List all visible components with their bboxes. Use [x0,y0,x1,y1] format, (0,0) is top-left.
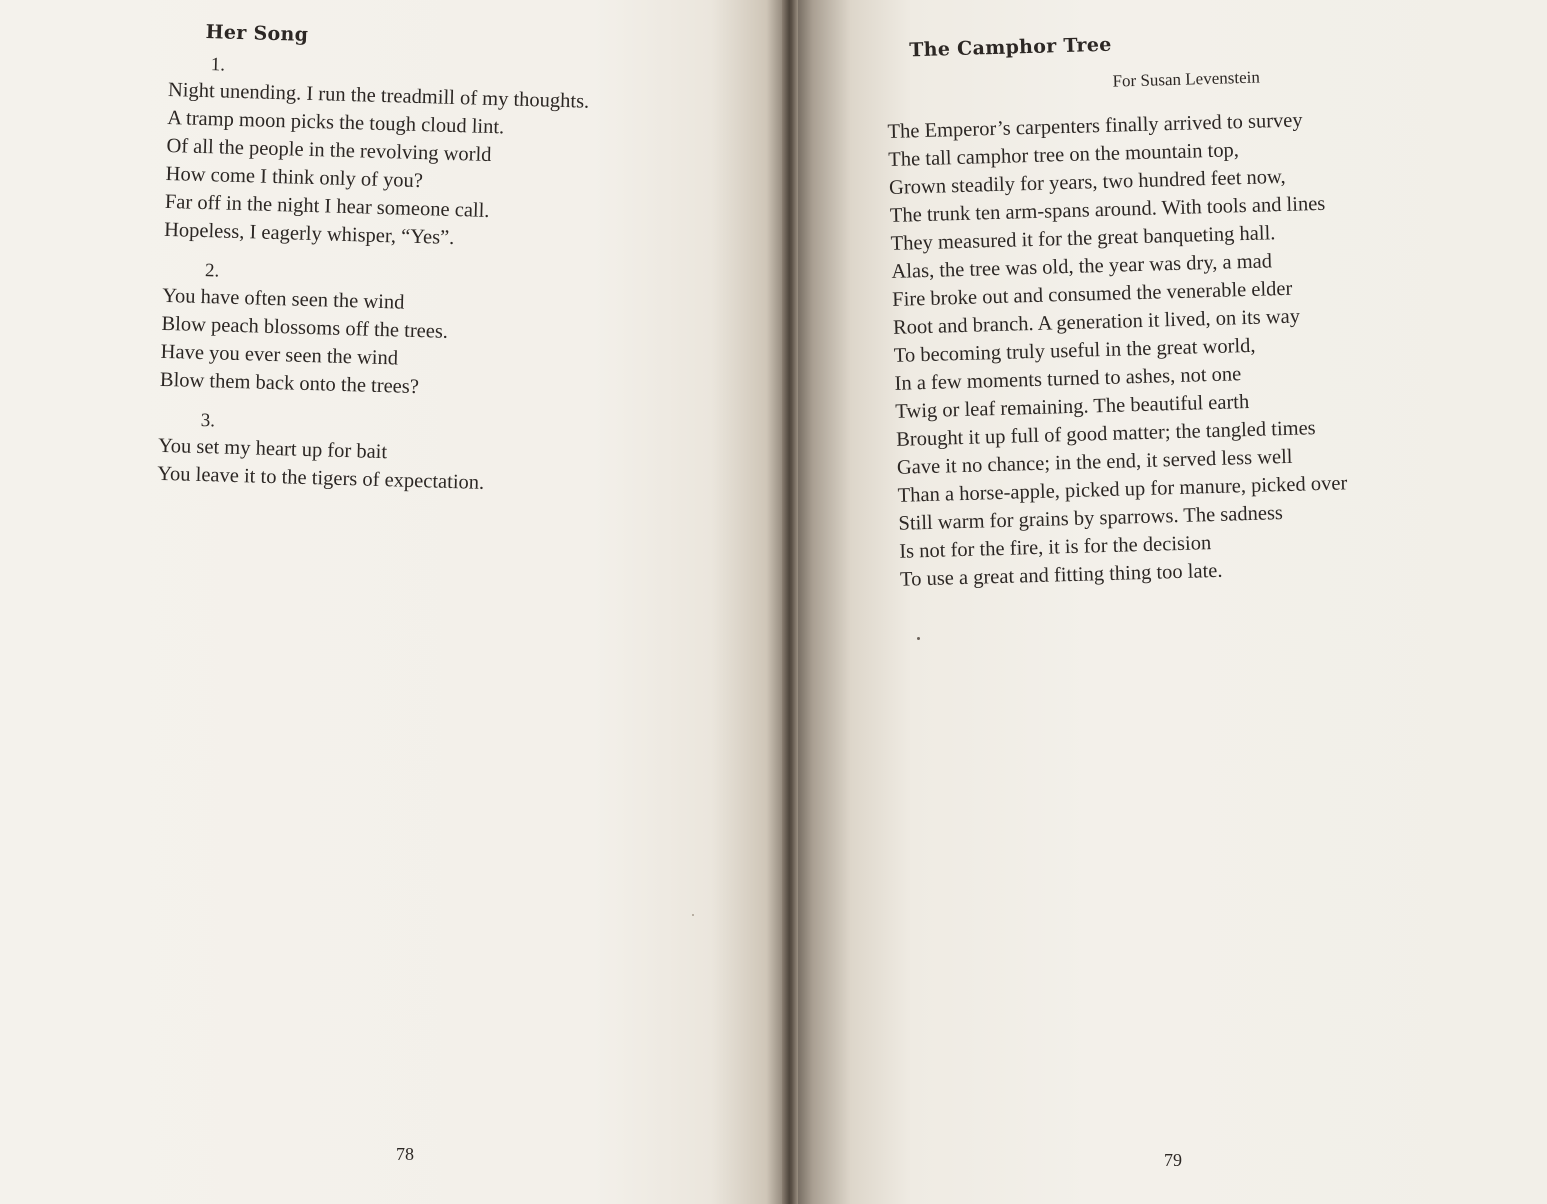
poem-line: How come I think only of you? [165,162,424,193]
poem-her-song [157,20,730,503]
poem-line: To becoming truly useful in the great world, [893,334,1256,367]
poem-line: Than a horse-apple, picked up for manure, picked over [897,472,1348,507]
poem-line: Grown steadily for years, two hundred feet now, [888,165,1286,199]
poem-camphor-tree [885,24,1460,593]
poem-line: Is not for the fire, it is for the decision [898,532,1212,563]
poem-line: Have you ever seen the wind [160,340,399,370]
poem-line: The tall camphor tree on the mountain top, [888,139,1240,171]
poem-line: Root and branch. A generation it lived, on its way [892,305,1301,339]
poem-line: To use a great and fitting thing too late. [899,559,1223,591]
poem-line: Alas, the tree was old, the year was dry, a mad [891,250,1273,283]
poem-line: You have often seen the wind [161,284,405,314]
poem-line: Blow them back onto the trees? [159,368,420,399]
section-number: 2. [204,260,220,282]
poem-line: Brought it up full of good matter; the tangled times [895,417,1316,451]
poem-title: The Camphor Tree [908,33,1112,62]
poem-body [887,102,1460,593]
poem-title: Her Song [205,21,309,46]
paper-speck [917,637,920,640]
poem-line: The Emperor’s carpenters finally arrived to survey [887,109,1303,143]
poem-line: You leave it to the tigers of expectation. [157,462,485,494]
dedication: For Susan Levenstein [1112,67,1261,91]
poem-line: Gave it no chance; in the end, it served less well [896,445,1293,479]
paper-speck [692,914,694,916]
book-spine [782,0,798,1204]
poem-line: Blow peach blossoms off the trees. [161,312,449,343]
poem-line: Night unending. I run the treadmill of my thoughts. [167,78,590,113]
section-number: 3. [200,410,216,432]
poem-line: Far off in the night I hear someone call. [164,190,490,222]
poem-line: Of all the people in the revolving world [166,134,492,167]
section-number: 1. [210,54,226,76]
poem-line: In a few moments turned to ashes, not one [894,363,1242,395]
poem-line: Still warm for grains by sparrows. The sadness [898,502,1284,535]
poem-line: You set my heart up for bait [157,434,388,464]
page-number-left: 78 [396,1144,414,1164]
poem-line: A tramp moon picks the tough cloud lint. [166,106,505,139]
poem-line: They measured it for the great banqueting hall. [890,222,1276,255]
poem-section-2 [160,258,724,410]
poem-line: Fire broke out and consumed the venerable elder [891,277,1293,311]
poem-line: The trunk ten arm-spans around. With tools and lines [889,192,1326,227]
poem-line: Twig or leaf remaining. The beautiful earth [895,390,1250,423]
page-number-right: 79 [1164,1150,1182,1170]
poem-line: Hopeless, I eagerly whisper, “Yes”. [163,218,455,250]
poem-section-3 [157,408,719,504]
poem-section-1 [164,52,729,260]
